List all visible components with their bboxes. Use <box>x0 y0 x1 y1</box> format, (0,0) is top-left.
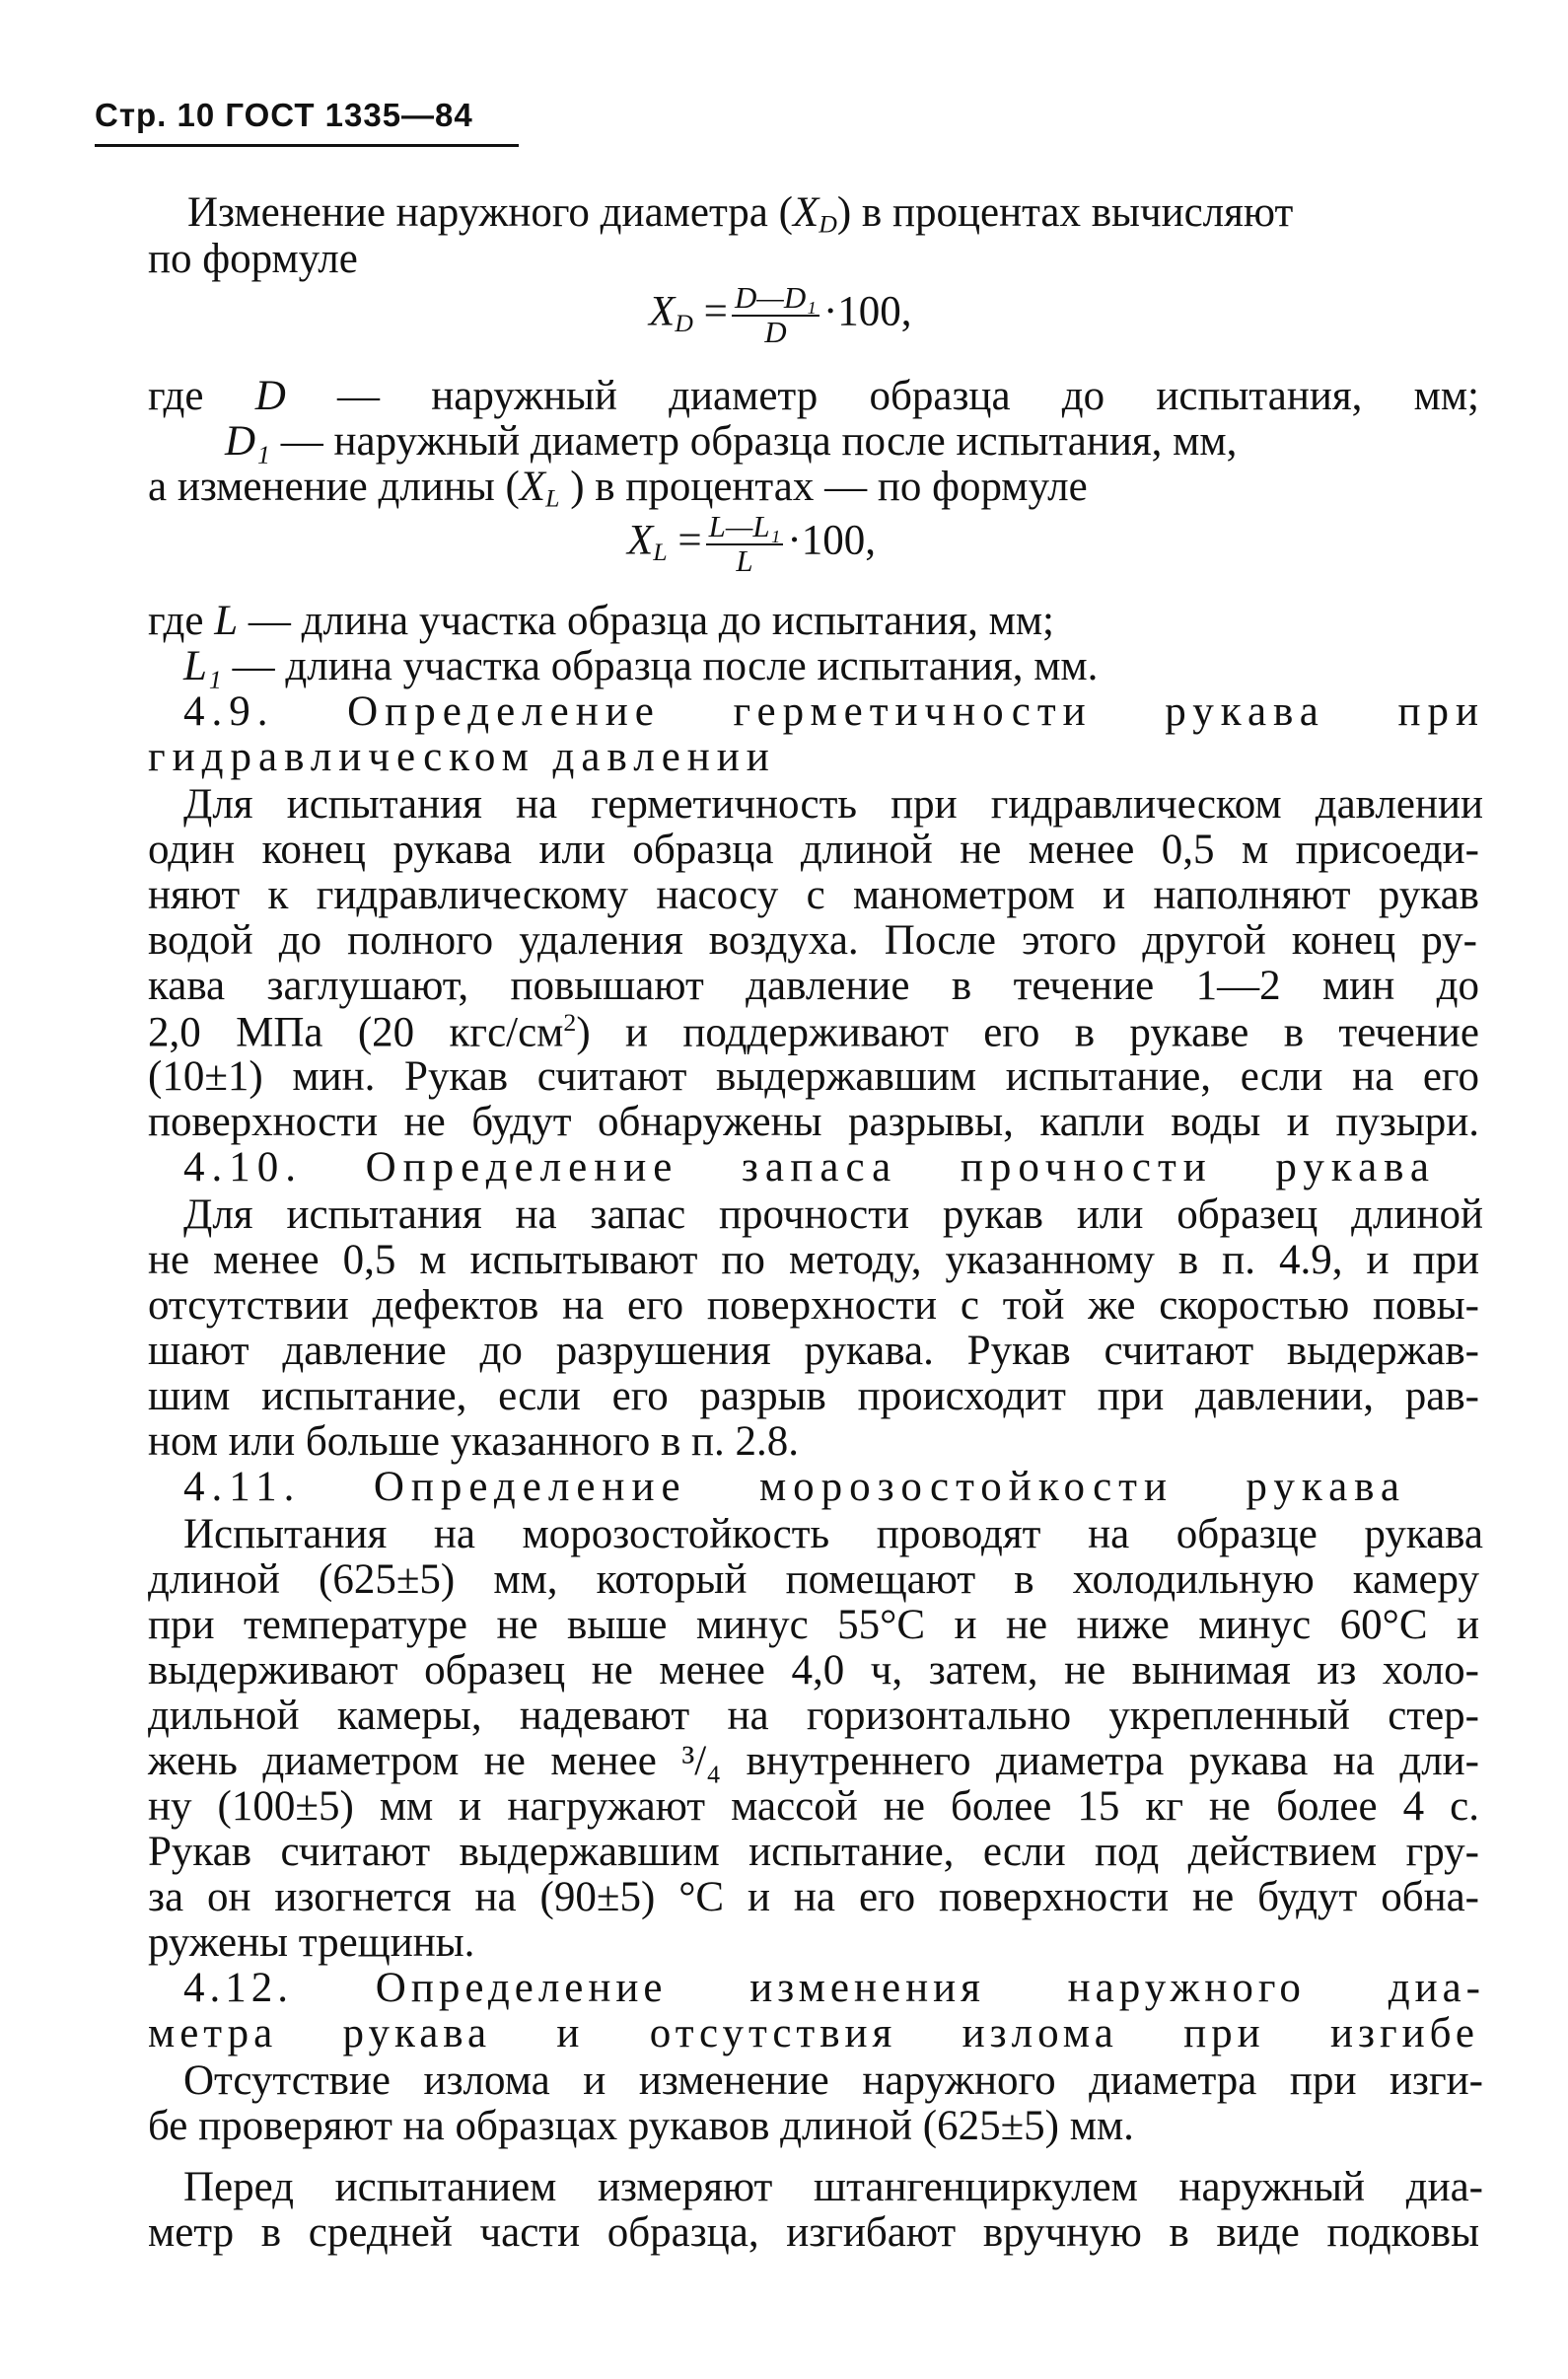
text-line: бе проверяют на образцах рукавов длиной (625±5) мм. <box>148 2103 1134 2149</box>
text-line: ном или больше указанного в п. 2.8. <box>148 1418 800 1465</box>
text-line: шают давление до разрушения рукава. Рукав считают выдержав- <box>148 1328 1479 1374</box>
section-heading-4-9: 4.9. Определение герметичности рукава при <box>183 688 1485 735</box>
text-line: выдерживают образец не менее 4,0 ч, затем, не вынимая из холо- <box>148 1647 1479 1694</box>
text-line: дильной камеры, надевают на горизонтально укрепленный стер- <box>148 1693 1479 1739</box>
text-line: ружены трещины. <box>148 1919 475 1966</box>
text-line: Изменение наружного диаметра $(X_D)$ в процентах вычисляют <box>187 189 1294 239</box>
text-line: при температуре не выше минус 55°С и не ниже минус 60°С и <box>148 1602 1479 1648</box>
text-line: Перед испытанием измеряют штангенциркулем наружный диа- <box>183 2164 1483 2210</box>
text-line: за он изогнется на (90±5) °С и на его поверхности не будут обна- <box>148 1874 1479 1920</box>
text-line: шим испытание, если его разрыв происходит при давлении, рав- <box>148 1373 1479 1419</box>
header-rule <box>95 144 519 147</box>
formula-xl: $X_L$ = $\frac{\text{L—L₁}}{L}$ ·100, <box>627 509 876 578</box>
text-line: один конец рукава или образца длиной не менее 0,5 м присоеди- <box>148 827 1479 873</box>
text-line: (10±1) мин. Рукав считают выдержавшим испытание, если на его <box>148 1053 1479 1100</box>
section-heading-4-12-cont: метра рукава и отсутствия излома при изгибе <box>148 2010 1479 2056</box>
section-heading-4-12: 4.12. Определение изменения наружного диа- <box>183 1965 1486 2011</box>
text-line: ну (100±5) мм и нагружают массой не более 15 кг не более 4 с. <box>148 1783 1479 1830</box>
section-heading-4-11: 4.11. Определение морозостойкости рукава <box>183 1464 1406 1510</box>
text-line: Рукав считают выдержавшим испытание, если под действием гру- <box>148 1829 1479 1875</box>
section-heading-4-10: 4.10. Определение запаса прочности рукава <box>183 1144 1436 1190</box>
text-line: метр в средней части образца, изгибают вручную в виде подковы <box>148 2209 1479 2256</box>
text-line: Для испытания на герметичность при гидравлическом давлении <box>183 781 1483 828</box>
text-line: а изменение длины ($X_L$ ) в процентах — по формуле <box>148 464 1088 513</box>
text-line: Отсутствие излома и изменение наружного диаметра при изги- <box>183 2057 1483 2104</box>
text-line: не менее 0,5 м испытывают по методу, указанному в п. 4.9, и при <box>148 1237 1479 1283</box>
text-line: отсутствии дефектов на его поверхности с той же скоростью повы- <box>148 1282 1479 1329</box>
text-line: няют к гидравлическому насосу с манометром и наполняют рукав <box>148 872 1479 918</box>
text-line: по формуле <box>148 236 358 282</box>
text-line: поверхности не будут обнаружены разрывы, капли воды и пузыри. <box>148 1099 1479 1145</box>
text-line: D₁ — наружный диаметр образца после испытания, мм, <box>225 418 1238 465</box>
section-heading-4-9-cont: гидравлическом давлении <box>148 734 776 780</box>
text-line: 2,0 МПа (20 кгс/$см^2$) и поддерживают его в рукаве в течение <box>148 1008 1479 1056</box>
text-line: водой до полного удаления воздуха. После этого другой конец ру- <box>148 917 1477 964</box>
text-line: Испытания на морозостойкость проводят на образце рукава <box>183 1511 1483 1557</box>
page-header: Стр. 10 ГОСТ 1335—84 <box>95 97 473 133</box>
formula-xd: $X_D$ = $\frac{\text{D—D₁}}{D}$ ·100, <box>649 280 912 349</box>
text-line: где L — длина участка образца до испытания, мм; <box>148 598 1054 644</box>
text-line: Для испытания на запас прочности рукав или образец длиной <box>183 1191 1483 1238</box>
text-line: где D — наружный диаметр образца до испытания, мм; <box>148 373 1479 419</box>
text-line: L₁ — длина участка образца после испытания, мм. <box>183 643 1099 689</box>
text-line: жень диаметром не менее ³/₄ внутреннего диаметра рукава на дли- <box>148 1738 1480 1784</box>
text-line: кава заглушают, повышают давление в течение 1—2 мин до <box>148 963 1479 1009</box>
text-line: длиной (625±5) мм, который помещают в холодильную камеру <box>148 1556 1479 1603</box>
